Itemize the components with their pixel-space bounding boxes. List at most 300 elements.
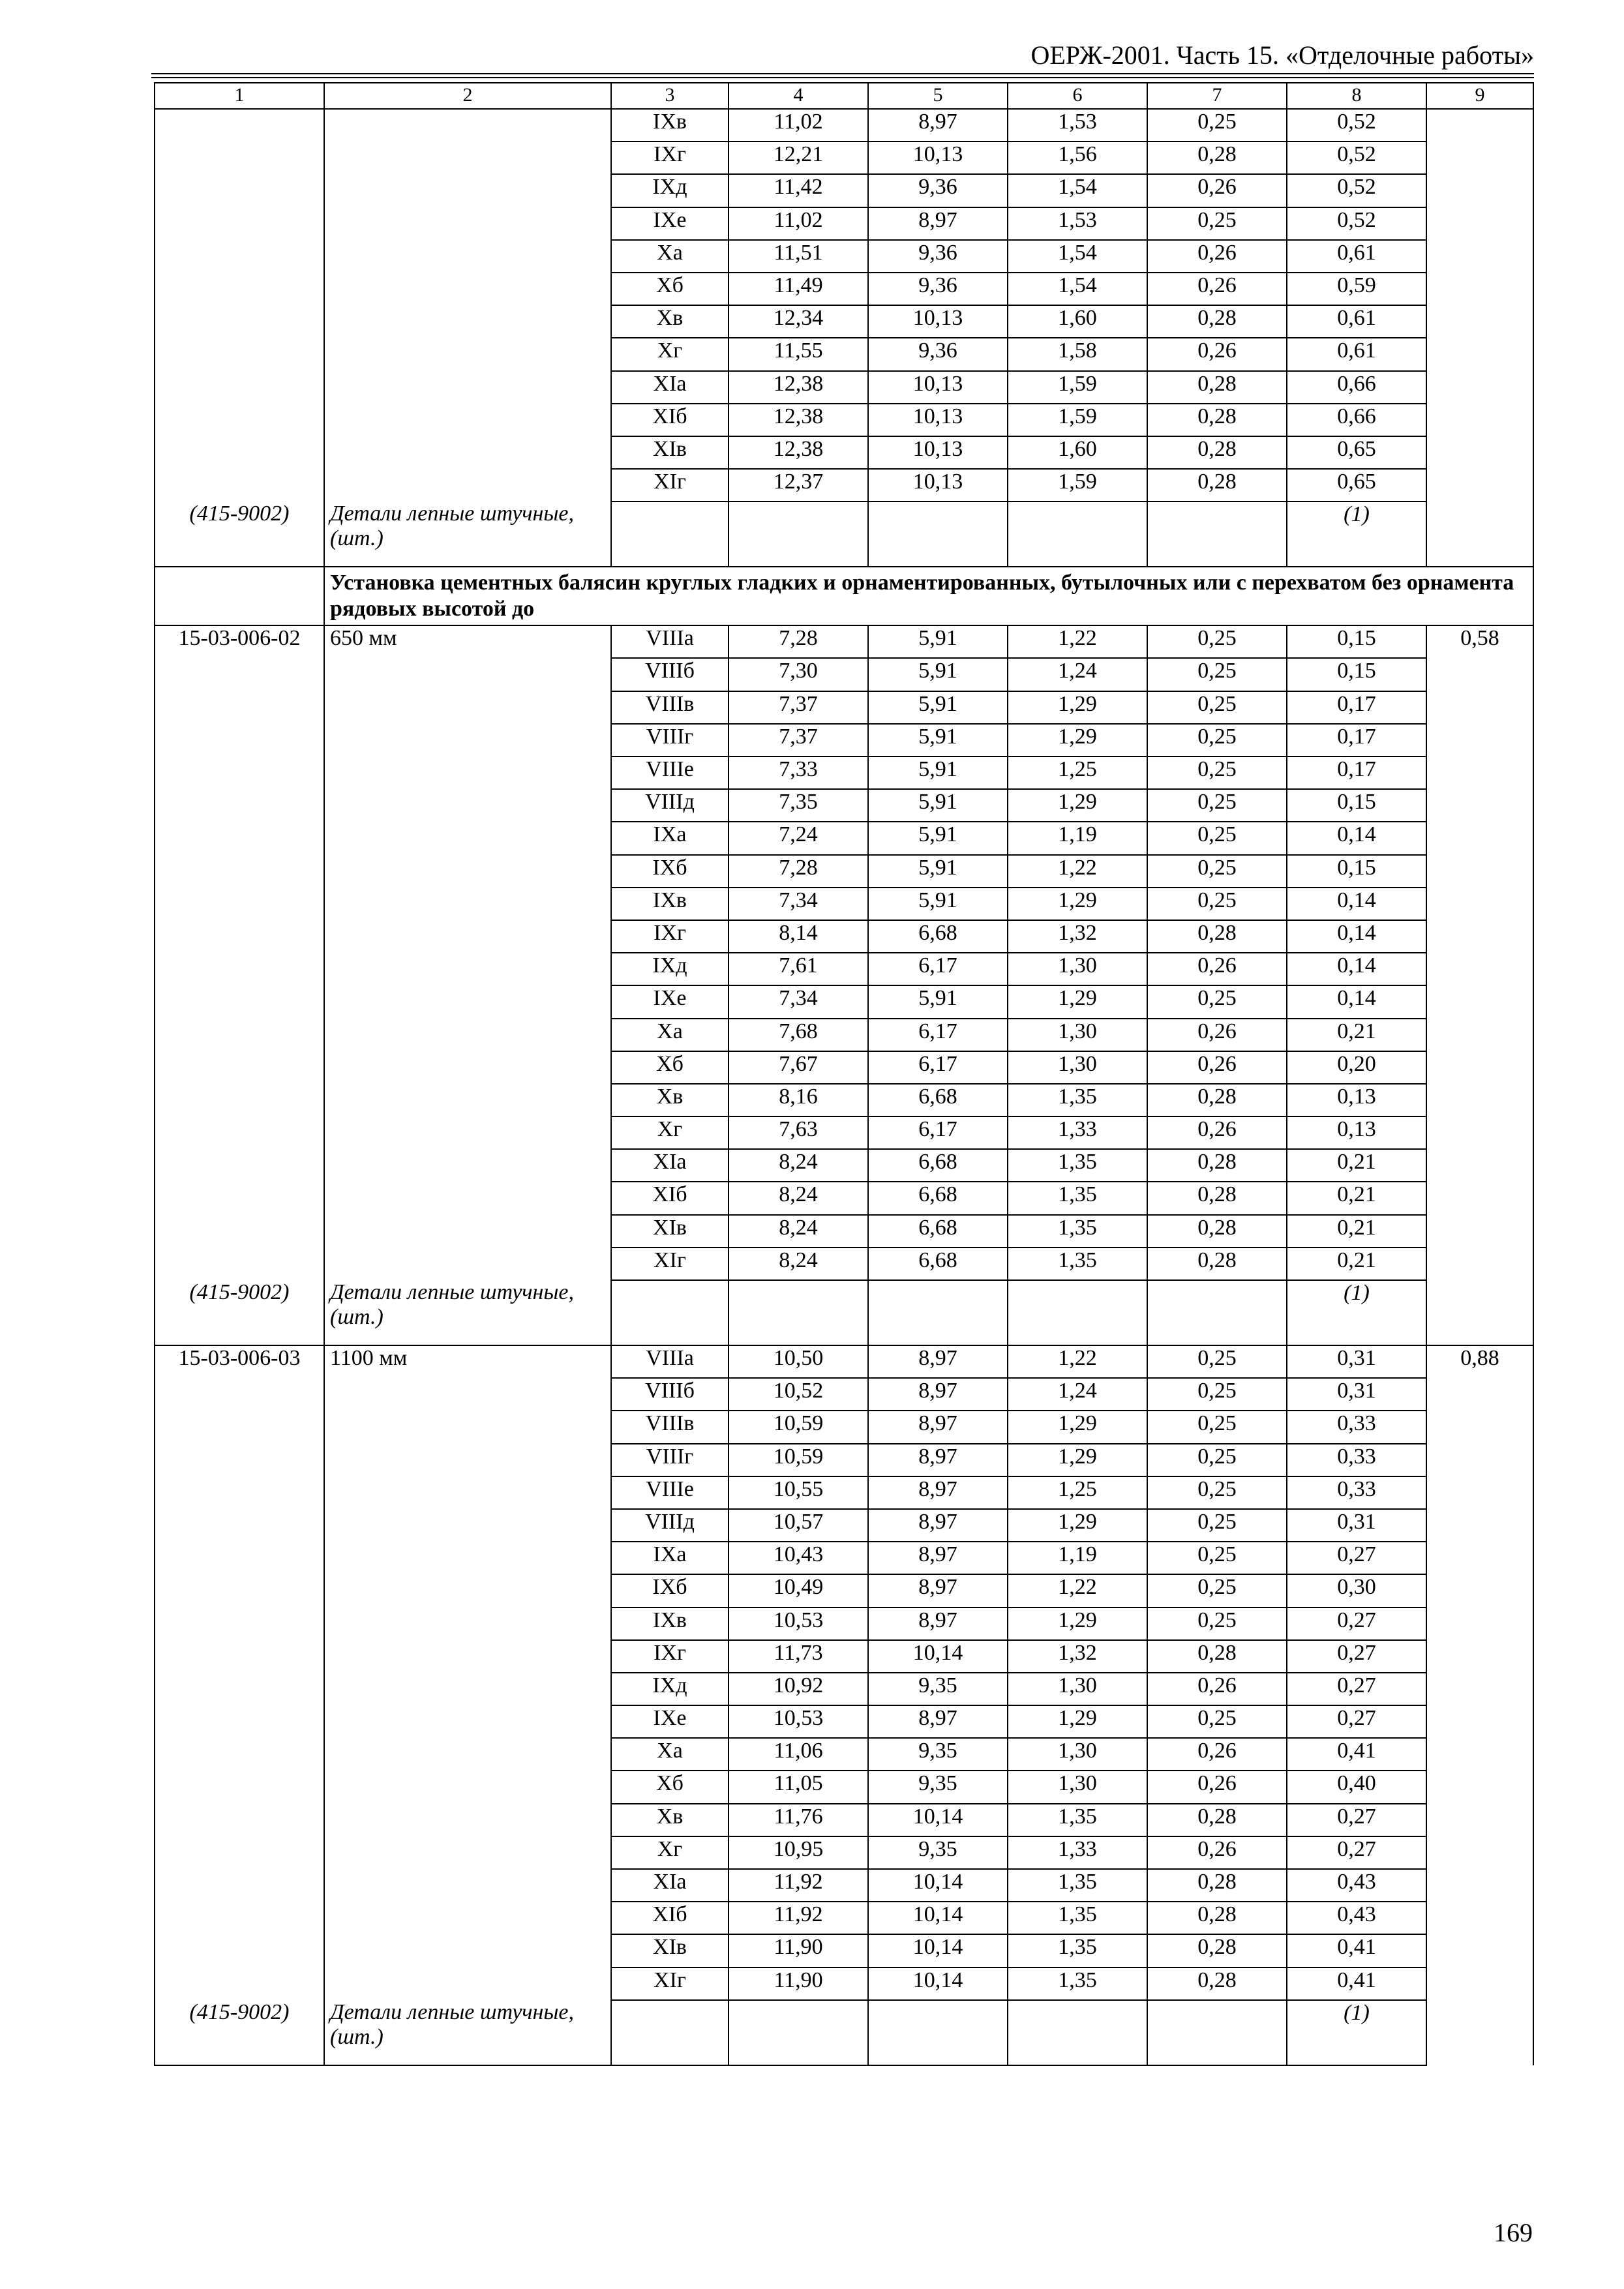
total-cost: 10,92	[729, 1673, 868, 1705]
labor-hours: 0,58	[1426, 625, 1533, 1345]
zone-code: IXг	[611, 142, 729, 174]
norm-name-spacer	[324, 1182, 611, 1214]
norm-name-spacer	[324, 142, 611, 174]
resource-row	[155, 240, 1533, 273]
labor-cost: 5,91	[868, 625, 1008, 658]
zone-code: Xб	[611, 1771, 729, 1803]
norm-code-spacer	[155, 1084, 324, 1116]
machine-labor: 0,28	[1147, 404, 1287, 436]
norm-name-spacer	[324, 1804, 611, 1836]
material-cost: 0,31	[1287, 1345, 1426, 1378]
labor-cost: 5,91	[868, 756, 1008, 789]
zone-code: IXб	[611, 1574, 729, 1607]
norm-code-spacer	[155, 1574, 324, 1607]
zone-code: VIIIе	[611, 1476, 729, 1509]
resource-row	[155, 1019, 1533, 1051]
machine-labor: 0,28	[1147, 1182, 1287, 1214]
norm-code-spacer	[155, 1836, 324, 1869]
resource-row	[155, 1640, 1533, 1673]
norm-code-spacer	[155, 142, 324, 174]
norm-name-spacer	[324, 985, 611, 1018]
zone-code: XIа	[611, 1149, 729, 1182]
material-cost: 0,66	[1287, 371, 1426, 404]
total-cost: 7,28	[729, 625, 868, 658]
machine-labor: 0,26	[1147, 1836, 1287, 1869]
resource-row	[155, 1051, 1533, 1084]
labor-cost: 8,97	[868, 1345, 1008, 1378]
norm-code-spacer	[155, 469, 324, 501]
machine-cost: 1,35	[1008, 1215, 1147, 1248]
total-cost: 7,37	[729, 691, 868, 724]
material-empty-cell	[1147, 1280, 1287, 1345]
total-cost: 11,02	[729, 109, 868, 142]
labor-cost: 6,68	[868, 1084, 1008, 1116]
zone-code: IXд	[611, 1673, 729, 1705]
resource-row	[155, 1771, 1533, 1803]
machine-cost: 1,59	[1008, 404, 1147, 436]
machine-labor: 0,28	[1147, 142, 1287, 174]
zone-code: IXд	[611, 174, 729, 207]
machine-cost: 1,29	[1008, 888, 1147, 920]
labor-cost: 9,35	[868, 1673, 1008, 1705]
resource-row	[155, 1182, 1533, 1214]
machine-labor: 0,25	[1147, 756, 1287, 789]
norm-name-spacer	[324, 1673, 611, 1705]
total-cost: 10,43	[729, 1542, 868, 1574]
machine-labor: 0,25	[1147, 1476, 1287, 1509]
total-cost: 11,90	[729, 1934, 868, 1967]
material-cost: 0,52	[1287, 174, 1426, 207]
total-cost: 12,38	[729, 371, 868, 404]
zone-code: XIв	[611, 1934, 729, 1967]
norm-name-spacer	[324, 1640, 611, 1673]
norm-code: 15-03-006-03	[155, 1345, 324, 1378]
zone-code: XIа	[611, 371, 729, 404]
resource-row	[155, 1084, 1533, 1116]
zone-code: IXв	[611, 1608, 729, 1640]
norm-code-spacer	[155, 1019, 324, 1051]
machine-cost: 1,29	[1008, 724, 1147, 756]
norm-name: 1100 мм	[324, 1345, 611, 1378]
norm-code-spacer	[155, 985, 324, 1018]
material-row	[155, 1280, 1533, 1345]
norm-code-spacer	[155, 1116, 324, 1149]
resource-row	[155, 658, 1533, 691]
resource-row	[155, 888, 1533, 920]
resource-row	[155, 1215, 1533, 1248]
norm-code-spacer	[155, 1509, 324, 1542]
material-cost: 0,15	[1287, 855, 1426, 888]
machine-labor: 0,26	[1147, 1019, 1287, 1051]
norm-code-spacer	[155, 371, 324, 404]
total-cost: 11,51	[729, 240, 868, 273]
resource-row	[155, 1934, 1533, 1967]
norm-name-spacer	[324, 273, 611, 305]
labor-hours	[1426, 109, 1533, 567]
labor-cost: 5,91	[868, 724, 1008, 756]
machine-cost: 1,22	[1008, 1574, 1147, 1607]
material-cost: 0,21	[1287, 1215, 1426, 1248]
total-cost: 12,38	[729, 436, 868, 469]
resource-row	[155, 174, 1533, 207]
machine-labor: 0,28	[1147, 1149, 1287, 1182]
machine-labor: 0,28	[1147, 1967, 1287, 2000]
norm-code-spacer	[155, 953, 324, 985]
norm-name-spacer	[324, 1248, 611, 1280]
labor-cost: 9,35	[868, 1771, 1008, 1803]
norm-code-spacer	[155, 1869, 324, 1902]
labor-cost: 10,14	[868, 1902, 1008, 1934]
resource-row	[155, 469, 1533, 501]
machine-cost: 1,35	[1008, 1902, 1147, 1934]
material-name: Детали лепные штучные, (шт.)	[324, 501, 611, 567]
machine-cost: 1,35	[1008, 1084, 1147, 1116]
norm-name-spacer	[324, 953, 611, 985]
machine-cost: 1,29	[1008, 1705, 1147, 1738]
total-cost: 7,34	[729, 888, 868, 920]
norm-code-spacer	[155, 756, 324, 789]
machine-cost: 1,19	[1008, 822, 1147, 854]
material-cost: 0,21	[1287, 1019, 1426, 1051]
material-cost: 0,27	[1287, 1608, 1426, 1640]
machine-cost: 1,33	[1008, 1836, 1147, 1869]
total-cost: 12,37	[729, 469, 868, 501]
column-number: 3	[611, 83, 729, 109]
norm-name-spacer	[324, 724, 611, 756]
material-cost: 0,14	[1287, 985, 1426, 1018]
norm-code-spacer	[155, 1248, 324, 1280]
labor-cost: 8,97	[868, 1476, 1008, 1509]
machine-labor: 0,26	[1147, 1116, 1287, 1149]
norm-name-spacer	[324, 658, 611, 691]
norm-code-spacer	[155, 1640, 324, 1673]
norm-name-spacer	[324, 404, 611, 436]
norm-name-spacer	[324, 1149, 611, 1182]
labor-cost: 10,13	[868, 142, 1008, 174]
total-cost: 10,52	[729, 1378, 868, 1411]
norm-name-spacer	[324, 1738, 611, 1771]
material-cost: 0,43	[1287, 1902, 1426, 1934]
machine-cost: 1,35	[1008, 1934, 1147, 1967]
norm-name-spacer	[324, 1902, 611, 1934]
labor-cost: 10,14	[868, 1804, 1008, 1836]
norm-code-spacer	[155, 1608, 324, 1640]
material-cost: 0,21	[1287, 1248, 1426, 1280]
norm-name-spacer	[324, 1411, 611, 1443]
material-cost: 0,33	[1287, 1444, 1426, 1476]
machine-labor: 0,25	[1147, 1345, 1287, 1378]
material-empty-cell	[611, 501, 729, 567]
machine-cost: 1,59	[1008, 371, 1147, 404]
labor-cost: 6,68	[868, 1248, 1008, 1280]
resource-row	[155, 985, 1533, 1018]
labor-cost: 10,14	[868, 1869, 1008, 1902]
norm-code-spacer	[155, 1934, 324, 1967]
machine-cost: 1,22	[1008, 625, 1147, 658]
norm-name-spacer	[324, 756, 611, 789]
labor-cost: 8,97	[868, 1444, 1008, 1476]
machine-cost: 1,56	[1008, 142, 1147, 174]
resource-row	[155, 1149, 1533, 1182]
norm-name-spacer	[324, 1116, 611, 1149]
material-cost: 0,52	[1287, 207, 1426, 240]
machine-labor: 0,25	[1147, 985, 1287, 1018]
labor-cost: 5,91	[868, 985, 1008, 1018]
running-header: ОЕРЖ-2001. Часть 15. «Отделочные работы»	[1030, 40, 1534, 70]
resource-row	[155, 1542, 1533, 1574]
norm-code-spacer	[155, 1051, 324, 1084]
total-cost: 7,30	[729, 658, 868, 691]
material-code: (415-9002)	[155, 1280, 324, 1345]
machine-labor: 0,26	[1147, 1051, 1287, 1084]
machine-labor: 0,28	[1147, 1934, 1287, 1967]
norm-code	[155, 109, 324, 142]
machine-labor: 0,25	[1147, 888, 1287, 920]
zone-code: IXв	[611, 888, 729, 920]
total-cost: 11,06	[729, 1738, 868, 1771]
zone-code: Xб	[611, 1051, 729, 1084]
norm-name-spacer	[324, 1934, 611, 1967]
machine-labor: 0,28	[1147, 1869, 1287, 1902]
machine-labor: 0,28	[1147, 469, 1287, 501]
machine-labor: 0,25	[1147, 724, 1287, 756]
machine-labor: 0,28	[1147, 436, 1287, 469]
machine-labor: 0,25	[1147, 1542, 1287, 1574]
norm-name-spacer	[324, 240, 611, 273]
total-cost: 10,59	[729, 1444, 868, 1476]
zone-code: IXг	[611, 920, 729, 953]
material-cost: 0,15	[1287, 789, 1426, 822]
resource-row	[155, 142, 1533, 174]
column-number: 8	[1287, 83, 1426, 109]
material-cost: 0,15	[1287, 625, 1426, 658]
total-cost: 11,42	[729, 174, 868, 207]
labor-cost: 9,36	[868, 174, 1008, 207]
norm-code-spacer	[155, 789, 324, 822]
norm-code-spacer	[155, 1542, 324, 1574]
machine-labor: 0,25	[1147, 1574, 1287, 1607]
machine-cost: 1,29	[1008, 1509, 1147, 1542]
resource-row	[155, 855, 1533, 888]
labor-cost: 5,91	[868, 888, 1008, 920]
norm-name-spacer	[324, 174, 611, 207]
zone-code: VIIIг	[611, 724, 729, 756]
zone-code: VIIIд	[611, 789, 729, 822]
machine-labor: 0,28	[1147, 1248, 1287, 1280]
machine-cost: 1,19	[1008, 1542, 1147, 1574]
zone-code: VIIIа	[611, 625, 729, 658]
labor-cost: 8,97	[868, 1378, 1008, 1411]
machine-cost: 1,35	[1008, 1149, 1147, 1182]
zone-code: VIIIб	[611, 1378, 729, 1411]
zone-code: Xв	[611, 1804, 729, 1836]
section-empty-cell	[155, 567, 324, 625]
norm-name-spacer	[324, 789, 611, 822]
material-cost: 0,21	[1287, 1149, 1426, 1182]
zone-code: XIг	[611, 1967, 729, 2000]
machine-cost: 1,32	[1008, 1640, 1147, 1673]
zone-code: XIв	[611, 1215, 729, 1248]
labor-cost: 8,97	[868, 1542, 1008, 1574]
zone-code: Xг	[611, 338, 729, 370]
machine-cost: 1,22	[1008, 855, 1147, 888]
total-cost: 8,24	[729, 1182, 868, 1214]
material-cost: 0,61	[1287, 240, 1426, 273]
zone-code: VIIIд	[611, 1509, 729, 1542]
material-cost: 0,20	[1287, 1051, 1426, 1084]
machine-labor: 0,28	[1147, 920, 1287, 953]
machine-cost: 1,53	[1008, 109, 1147, 142]
total-cost: 11,90	[729, 1967, 868, 2000]
total-cost: 8,16	[729, 1084, 868, 1116]
machine-labor: 0,28	[1147, 1215, 1287, 1248]
machine-cost: 1,60	[1008, 436, 1147, 469]
labor-cost: 10,14	[868, 1967, 1008, 2000]
machine-cost: 1,29	[1008, 1411, 1147, 1443]
machine-labor: 0,25	[1147, 1608, 1287, 1640]
material-cost: 0,66	[1287, 404, 1426, 436]
machine-cost: 1,29	[1008, 1608, 1147, 1640]
material-cost: 0,27	[1287, 1705, 1426, 1738]
zone-code: XIг	[611, 469, 729, 501]
machine-labor: 0,26	[1147, 1771, 1287, 1803]
norm-code: 15-03-006-02	[155, 625, 324, 658]
resource-row	[155, 371, 1533, 404]
machine-labor: 0,25	[1147, 658, 1287, 691]
norm-code-spacer	[155, 1673, 324, 1705]
total-cost: 10,53	[729, 1608, 868, 1640]
machine-labor: 0,25	[1147, 207, 1287, 240]
resource-row	[155, 724, 1533, 756]
total-cost: 11,49	[729, 273, 868, 305]
resource-row	[155, 109, 1533, 142]
norm-name-spacer	[324, 371, 611, 404]
machine-cost: 1,58	[1008, 338, 1147, 370]
labor-cost: 5,91	[868, 822, 1008, 854]
total-cost: 7,68	[729, 1019, 868, 1051]
norm-name-spacer	[324, 691, 611, 724]
labor-cost: 9,36	[868, 338, 1008, 370]
norm-name-spacer	[324, 207, 611, 240]
resource-row	[155, 1902, 1533, 1934]
machine-labor: 0,25	[1147, 789, 1287, 822]
material-empty-cell	[611, 2000, 729, 2065]
material-empty-cell	[1008, 1280, 1147, 1345]
norm-code-spacer	[155, 1182, 324, 1214]
norm-code-spacer	[155, 1149, 324, 1182]
norm-name-spacer	[324, 1836, 611, 1869]
resource-row	[155, 1608, 1533, 1640]
total-cost: 10,53	[729, 1705, 868, 1738]
zone-code: VIIIа	[611, 1345, 729, 1378]
norm-name-spacer	[324, 1542, 611, 1574]
norm-name-spacer	[324, 1084, 611, 1116]
resource-row	[155, 1738, 1533, 1771]
material-empty-cell	[729, 501, 868, 567]
zone-code: XIг	[611, 1248, 729, 1280]
norms-table	[154, 82, 1534, 2066]
zone-code: IXв	[611, 109, 729, 142]
material-cost: 0,14	[1287, 822, 1426, 854]
machine-labor: 0,25	[1147, 1378, 1287, 1411]
total-cost: 7,61	[729, 953, 868, 985]
norm-code-spacer	[155, 658, 324, 691]
zone-code: IXг	[611, 1640, 729, 1673]
labor-cost: 5,91	[868, 658, 1008, 691]
labor-cost: 10,14	[868, 1640, 1008, 1673]
labor-cost: 6,68	[868, 1149, 1008, 1182]
norm-code-spacer	[155, 822, 324, 854]
total-cost: 10,57	[729, 1509, 868, 1542]
labor-cost: 9,36	[868, 240, 1008, 273]
norm-code-spacer	[155, 1444, 324, 1476]
norm-name-spacer	[324, 1215, 611, 1248]
machine-labor: 0,28	[1147, 371, 1287, 404]
norm-code-spacer	[155, 305, 324, 338]
material-name: Детали лепные штучные, (шт.)	[324, 1280, 611, 1345]
machine-labor: 0,25	[1147, 822, 1287, 854]
machine-labor: 0,25	[1147, 625, 1287, 658]
total-cost: 11,05	[729, 1771, 868, 1803]
machine-labor: 0,25	[1147, 691, 1287, 724]
norm-name-spacer	[324, 436, 611, 469]
total-cost: 10,49	[729, 1574, 868, 1607]
material-cost: 0,13	[1287, 1116, 1426, 1149]
labor-cost: 6,17	[868, 953, 1008, 985]
total-cost: 10,55	[729, 1476, 868, 1509]
column-number: 4	[729, 83, 868, 109]
machine-labor: 0,26	[1147, 338, 1287, 370]
total-cost: 12,21	[729, 142, 868, 174]
resource-row	[155, 1804, 1533, 1836]
material-empty-cell	[1147, 2000, 1287, 2065]
machine-labor: 0,25	[1147, 1705, 1287, 1738]
norm-code-spacer	[155, 436, 324, 469]
total-cost: 7,67	[729, 1051, 868, 1084]
material-empty-cell	[1008, 501, 1147, 567]
material-empty-cell	[729, 2000, 868, 2065]
norm-name	[324, 109, 611, 142]
total-cost: 8,24	[729, 1248, 868, 1280]
machine-cost: 1,53	[1008, 207, 1147, 240]
labor-cost: 9,35	[868, 1738, 1008, 1771]
material-cost: 0,17	[1287, 691, 1426, 724]
labor-cost: 6,68	[868, 1215, 1008, 1248]
machine-cost: 1,25	[1008, 1476, 1147, 1509]
material-cost: 0,27	[1287, 1836, 1426, 1869]
resource-row	[155, 436, 1533, 469]
machine-labor: 0,26	[1147, 1673, 1287, 1705]
resource-row	[155, 625, 1533, 658]
labor-cost: 6,17	[868, 1019, 1008, 1051]
resource-row	[155, 953, 1533, 985]
page-number: 169	[1494, 2218, 1533, 2247]
machine-labor: 0,28	[1147, 1084, 1287, 1116]
labor-cost: 6,68	[868, 1182, 1008, 1214]
zone-code: Xв	[611, 305, 729, 338]
total-cost: 7,24	[729, 822, 868, 854]
norm-name-spacer	[324, 1051, 611, 1084]
zone-code: XIб	[611, 1182, 729, 1214]
machine-labor: 0,26	[1147, 240, 1287, 273]
machine-labor: 0,28	[1147, 1640, 1287, 1673]
material-empty-cell	[611, 1280, 729, 1345]
machine-labor: 0,25	[1147, 1444, 1287, 1476]
material-cost: 0,41	[1287, 1934, 1426, 1967]
norm-code-spacer	[155, 338, 324, 370]
material-cost: 0,65	[1287, 469, 1426, 501]
column-number: 6	[1008, 83, 1147, 109]
